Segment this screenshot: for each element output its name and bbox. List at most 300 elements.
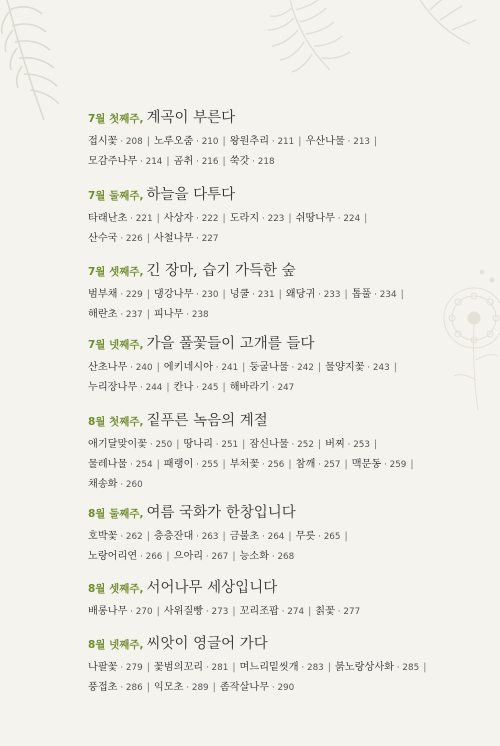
section-theme: 하늘을 다투다 bbox=[146, 187, 236, 203]
fern-leaf-decoration-icon bbox=[268, 0, 476, 72]
entry-name: 누리장나무 bbox=[88, 382, 138, 393]
toc-entry[interactable] bbox=[286, 289, 341, 300]
entry-page-number: 277 bbox=[343, 607, 361, 617]
toc-entry[interactable] bbox=[325, 439, 370, 450]
toc-entry[interactable] bbox=[88, 213, 153, 224]
entry-separator: | bbox=[232, 662, 236, 673]
entry-dot-separator: · bbox=[298, 663, 307, 673]
entry-page-number: 252 bbox=[297, 440, 314, 450]
entry-dot-separator: · bbox=[117, 137, 126, 147]
entry-name: 피나무 bbox=[153, 309, 184, 320]
entry-dot-separator: · bbox=[269, 383, 278, 393]
entry-dot-separator: · bbox=[212, 363, 222, 373]
entry-name: 익모초 bbox=[153, 682, 184, 693]
entry-separator: | bbox=[288, 213, 292, 224]
entry-name: 사위질빵 bbox=[163, 606, 204, 617]
entry-name: 채송화 bbox=[88, 479, 118, 490]
week-label: 7월 셋째주, bbox=[88, 266, 144, 278]
section-theme: 씨앗이 영글어 가다 bbox=[146, 636, 268, 652]
section-theme: 짙푸른 녹음의 계절 bbox=[146, 413, 268, 429]
entry-dot-separator: · bbox=[249, 290, 258, 300]
entry-separator: | bbox=[222, 136, 226, 147]
entry-name: 쉬땅나무 bbox=[295, 213, 335, 224]
entry-dot-separator: · bbox=[193, 532, 202, 542]
entry-page-number: 267 bbox=[211, 552, 229, 562]
entry-name: 무릇 bbox=[295, 531, 316, 542]
entry-line bbox=[88, 378, 468, 398]
toc-entry[interactable] bbox=[325, 362, 390, 373]
entry-dot-separator: · bbox=[183, 310, 192, 320]
entry-dot-separator: · bbox=[394, 663, 403, 673]
entry-line bbox=[88, 527, 468, 547]
entry-name: 쑥갓 bbox=[229, 156, 250, 167]
entry-name: 부처꽃 bbox=[229, 459, 260, 470]
entry-dot-separator: · bbox=[259, 532, 268, 542]
entry-name: 물양지꽃 bbox=[325, 362, 365, 373]
entry-page-number: 234 bbox=[379, 290, 397, 300]
toc-entry[interactable] bbox=[88, 662, 143, 673]
entry-dot-separator: · bbox=[183, 683, 192, 693]
section-title bbox=[88, 501, 468, 523]
entry-page-number: 268 bbox=[277, 552, 295, 562]
entry-list bbox=[88, 285, 468, 325]
entry-dot-separator: · bbox=[334, 607, 344, 617]
toc-entry[interactable] bbox=[164, 213, 219, 224]
toc-entry[interactable] bbox=[88, 439, 172, 450]
entry-separator: | bbox=[374, 136, 378, 147]
entry-dot-separator: · bbox=[269, 552, 278, 562]
week-label: 8월 셋째주, bbox=[88, 583, 144, 595]
entry-separator: | bbox=[278, 289, 282, 300]
entry-name: 잠신나물 bbox=[249, 439, 289, 450]
section-theme: 서어나무 세상입니다 bbox=[146, 580, 278, 596]
entry-name: 노루오줌 bbox=[153, 136, 194, 147]
entry-line bbox=[88, 229, 468, 249]
entry-page-number: 266 bbox=[145, 552, 163, 562]
entry-dot-separator: · bbox=[334, 214, 344, 224]
entry-dot-separator: · bbox=[315, 532, 324, 542]
entry-separator: | bbox=[222, 459, 226, 470]
toc-entry[interactable] bbox=[88, 309, 143, 320]
toc-section bbox=[88, 632, 468, 698]
toc-entry[interactable] bbox=[88, 682, 143, 693]
toc-entry[interactable] bbox=[230, 289, 275, 300]
entry-list bbox=[88, 527, 468, 567]
entry-line bbox=[88, 358, 468, 378]
entry-page-number: 211 bbox=[277, 137, 295, 147]
fern-leaf-decoration-icon bbox=[2, 0, 59, 120]
toc-entry[interactable] bbox=[240, 606, 305, 617]
entry-page-number: 221 bbox=[135, 214, 153, 224]
entry-separator: | bbox=[327, 662, 331, 673]
entry-list bbox=[88, 358, 468, 398]
toc-entry[interactable] bbox=[88, 531, 143, 542]
entry-name: 사철나무 bbox=[153, 233, 194, 244]
entry-line bbox=[88, 678, 468, 698]
entry-name: 도라지 bbox=[229, 213, 260, 224]
toc-entry[interactable] bbox=[315, 606, 360, 617]
toc-entry[interactable] bbox=[174, 382, 219, 393]
entry-line bbox=[88, 209, 468, 229]
toc-entry[interactable] bbox=[352, 289, 397, 300]
entry-list bbox=[88, 435, 468, 495]
entry-name: 노랑어리연 bbox=[88, 551, 138, 562]
entry-separator: | bbox=[222, 156, 226, 167]
entry-separator: | bbox=[146, 662, 150, 673]
entry-page-number: 283 bbox=[306, 663, 324, 673]
entry-page-number: 224 bbox=[343, 214, 361, 224]
entry-name: 톱풀 bbox=[351, 289, 372, 300]
entry-separator: | bbox=[423, 662, 427, 673]
entry-page-number: 218 bbox=[257, 157, 275, 167]
entry-name: 왕원추리 bbox=[229, 136, 270, 147]
entry-line bbox=[88, 475, 468, 495]
entry-name: 댕강나무 bbox=[153, 289, 194, 300]
toc-entry[interactable] bbox=[305, 136, 370, 147]
entry-page-number: 238 bbox=[191, 310, 209, 320]
entry-dot-separator: · bbox=[203, 552, 212, 562]
entry-separator: | bbox=[232, 606, 236, 617]
entry-page-number: 250 bbox=[155, 440, 173, 450]
entry-separator: | bbox=[344, 289, 348, 300]
section-title bbox=[88, 576, 468, 598]
entry-dot-separator: · bbox=[193, 234, 202, 244]
entry-list bbox=[88, 658, 468, 698]
entry-line bbox=[88, 285, 468, 305]
entry-name: 꽃범의꼬리 bbox=[153, 662, 204, 673]
entry-name: 모감주나무 bbox=[88, 156, 138, 167]
entry-separator: | bbox=[146, 682, 150, 693]
week-label: 7월 넷째주, bbox=[88, 339, 144, 351]
entry-dot-separator: · bbox=[288, 363, 298, 373]
toc-entry[interactable] bbox=[249, 439, 314, 450]
toc-entry[interactable] bbox=[154, 309, 209, 320]
entry-separator: | bbox=[222, 531, 226, 542]
entry-separator: | bbox=[146, 531, 150, 542]
entry-name: 금불초 bbox=[229, 531, 260, 542]
section-title bbox=[88, 409, 468, 431]
entry-separator: | bbox=[288, 459, 292, 470]
entry-page-number: 208 bbox=[125, 137, 143, 147]
entry-separator: | bbox=[166, 551, 170, 562]
toc-entry[interactable] bbox=[88, 156, 162, 167]
entry-name: 풍접초 bbox=[88, 682, 118, 693]
entry-page-number: 242 bbox=[297, 363, 314, 373]
entry-separator: | bbox=[410, 459, 414, 470]
entry-separator: | bbox=[176, 439, 180, 450]
entry-name: 우산나물 bbox=[305, 136, 345, 147]
entry-dot-separator: · bbox=[259, 460, 268, 470]
entry-name: 배롱나무 bbox=[88, 606, 128, 617]
entry-page-number: 251 bbox=[221, 440, 239, 450]
entry-name: 칸나 bbox=[173, 382, 194, 393]
toc-entry[interactable] bbox=[230, 531, 285, 542]
entry-line bbox=[88, 152, 468, 172]
entry-separator: | bbox=[212, 682, 216, 693]
toc-entry[interactable] bbox=[174, 551, 229, 562]
entry-page-number: 247 bbox=[277, 383, 295, 393]
entry-dot-separator: · bbox=[371, 290, 380, 300]
entry-page-number: 264 bbox=[267, 532, 285, 542]
entry-separator: | bbox=[393, 362, 397, 373]
entry-page-number: 214 bbox=[145, 157, 163, 167]
toc-entry[interactable] bbox=[88, 289, 143, 300]
toc-entry[interactable] bbox=[220, 682, 294, 693]
toc-entry[interactable] bbox=[230, 136, 295, 147]
entry-page-number: 210 bbox=[201, 137, 219, 147]
entry-page-number: 226 bbox=[125, 234, 143, 244]
entry-separator: | bbox=[146, 289, 150, 300]
toc-entry[interactable] bbox=[230, 156, 275, 167]
entry-page-number: 262 bbox=[125, 532, 143, 542]
entry-separator: | bbox=[317, 439, 322, 450]
entry-dot-separator: · bbox=[137, 383, 146, 393]
toc-section bbox=[88, 106, 468, 172]
entry-dot-separator: · bbox=[193, 214, 202, 224]
section-theme: 긴 장마, 습기 가득한 숲 bbox=[146, 263, 296, 279]
toc-entry[interactable] bbox=[88, 233, 143, 244]
entry-dot-separator: · bbox=[269, 137, 278, 147]
toc-entry[interactable] bbox=[88, 136, 143, 147]
section-title bbox=[88, 183, 468, 205]
section-title bbox=[88, 259, 468, 281]
entry-page-number: 259 bbox=[389, 460, 407, 470]
toc-entry[interactable] bbox=[154, 136, 219, 147]
entry-list bbox=[88, 132, 468, 172]
toc-entry[interactable] bbox=[230, 459, 285, 470]
entry-page-number: 289 bbox=[191, 683, 209, 693]
entry-dot-separator: · bbox=[364, 363, 373, 373]
entry-line bbox=[88, 132, 468, 152]
toc-section bbox=[88, 183, 468, 249]
toc-entry[interactable] bbox=[154, 289, 219, 300]
entry-dot-separator: · bbox=[203, 663, 212, 673]
entry-name: 왜당귀 bbox=[285, 289, 316, 300]
toc-entry[interactable] bbox=[154, 682, 209, 693]
entry-dot-separator: · bbox=[193, 383, 202, 393]
entry-name: 버찌 bbox=[325, 439, 345, 450]
entry-name: 애기달맞이꽃 bbox=[88, 439, 148, 450]
entry-page-number: 270 bbox=[135, 607, 153, 617]
entry-name: 땅나리 bbox=[183, 439, 213, 450]
toc-section bbox=[88, 501, 468, 567]
entry-line bbox=[88, 547, 468, 567]
entry-dot-separator: · bbox=[117, 480, 126, 490]
toc-entry[interactable] bbox=[296, 213, 361, 224]
entry-dot-separator: · bbox=[193, 290, 202, 300]
entry-page-number: 263 bbox=[201, 532, 219, 542]
entry-dot-separator: · bbox=[344, 137, 354, 147]
entry-dot-separator: · bbox=[127, 607, 136, 617]
entry-name: 으아리 bbox=[173, 551, 204, 562]
entry-name: 둥굴나물 bbox=[249, 362, 289, 373]
entry-page-number: 279 bbox=[125, 663, 143, 673]
week-label: 8월 첫째주, bbox=[88, 416, 144, 428]
entry-separator: | bbox=[317, 362, 322, 373]
toc-entry[interactable] bbox=[296, 531, 341, 542]
entry-dot-separator: · bbox=[259, 214, 268, 224]
toc-entry[interactable] bbox=[335, 662, 419, 673]
entry-separator: | bbox=[146, 136, 150, 147]
entry-page-number: 281 bbox=[211, 663, 229, 673]
entry-name: 맥문동 bbox=[351, 459, 382, 470]
entry-separator: | bbox=[288, 531, 292, 542]
entry-page-number: 285 bbox=[402, 663, 420, 673]
entry-page-number: 227 bbox=[201, 234, 219, 244]
entry-page-number: 290 bbox=[277, 683, 295, 693]
toc-entry[interactable] bbox=[154, 233, 219, 244]
section-title bbox=[88, 106, 468, 128]
entry-dot-separator: · bbox=[212, 440, 222, 450]
entry-separator: | bbox=[242, 439, 246, 450]
entry-dot-separator: · bbox=[315, 460, 324, 470]
entry-dot-separator: · bbox=[117, 663, 126, 673]
entry-page-number: 243 bbox=[372, 363, 390, 373]
entry-separator: | bbox=[166, 156, 170, 167]
entry-separator: | bbox=[222, 382, 226, 393]
entry-dot-separator: · bbox=[117, 310, 126, 320]
week-label: 7월 둘째주, bbox=[88, 190, 144, 202]
entry-line bbox=[88, 435, 468, 455]
toc-section bbox=[88, 332, 468, 398]
entry-dot-separator: · bbox=[344, 440, 354, 450]
toc-section bbox=[88, 259, 468, 325]
toc-entry[interactable] bbox=[88, 606, 153, 617]
toc-entry[interactable] bbox=[154, 531, 219, 542]
entry-dot-separator: · bbox=[203, 607, 212, 617]
entry-name: 좀작살나무 bbox=[219, 682, 270, 693]
entry-separator: | bbox=[156, 606, 160, 617]
toc-entry[interactable] bbox=[230, 382, 295, 393]
entry-separator: | bbox=[146, 233, 150, 244]
toc-entry[interactable] bbox=[352, 459, 407, 470]
entry-page-number: 222 bbox=[201, 214, 219, 224]
toc-entry[interactable] bbox=[164, 459, 219, 470]
section-theme: 가을 풀꽃들이 고개를 들다 bbox=[146, 336, 315, 352]
entry-separator: | bbox=[374, 439, 378, 450]
entry-dot-separator: · bbox=[117, 683, 126, 693]
entry-dot-separator: · bbox=[117, 532, 126, 542]
toc-section bbox=[88, 409, 468, 495]
entry-line bbox=[88, 455, 468, 475]
entry-page-number: 255 bbox=[201, 460, 219, 470]
entry-dot-separator: · bbox=[381, 460, 390, 470]
entry-page-number: 223 bbox=[267, 214, 285, 224]
entry-name: 해란초 bbox=[88, 309, 118, 320]
entry-name: 해바라기 bbox=[229, 382, 270, 393]
week-label: 7월 첫째주, bbox=[88, 113, 144, 125]
toc-entry[interactable] bbox=[88, 382, 162, 393]
entry-name: 참깨 bbox=[295, 459, 316, 470]
entry-page-number: 273 bbox=[211, 607, 229, 617]
entry-page-number: 216 bbox=[201, 157, 219, 167]
entry-page-number: 257 bbox=[323, 460, 341, 470]
entry-separator: | bbox=[242, 362, 246, 373]
entry-separator: | bbox=[156, 213, 160, 224]
entry-list bbox=[88, 602, 468, 622]
entry-separator: | bbox=[298, 136, 302, 147]
entry-page-number: 213 bbox=[353, 137, 371, 147]
entry-name: 범부채 bbox=[88, 289, 118, 300]
entry-page-number: 286 bbox=[125, 683, 143, 693]
entry-name: 호박꽃 bbox=[88, 531, 118, 542]
toc-entry[interactable] bbox=[88, 479, 143, 490]
entry-dot-separator: · bbox=[127, 460, 136, 470]
toc-entry[interactable] bbox=[174, 156, 219, 167]
entry-separator: | bbox=[222, 213, 226, 224]
section-title bbox=[88, 332, 468, 354]
entry-dot-separator: · bbox=[137, 157, 146, 167]
entry-name: 산초나무 bbox=[88, 362, 128, 373]
entry-dot-separator: · bbox=[127, 214, 136, 224]
toc-entry[interactable] bbox=[88, 362, 153, 373]
entry-name: 사상자 bbox=[163, 213, 194, 224]
toc-entry[interactable] bbox=[230, 213, 285, 224]
entry-page-number: 265 bbox=[323, 532, 341, 542]
entry-list bbox=[88, 209, 468, 249]
entry-dot-separator: · bbox=[117, 234, 126, 244]
entry-name: 칡꽃 bbox=[315, 606, 335, 617]
section-theme: 계곡이 부른다 bbox=[146, 110, 236, 126]
entry-dot-separator: · bbox=[117, 290, 126, 300]
toc-entry[interactable] bbox=[240, 551, 295, 562]
entry-dot-separator: · bbox=[278, 607, 288, 617]
entry-name: 패랭이 bbox=[163, 459, 194, 470]
entry-name: 층층잔대 bbox=[153, 531, 194, 542]
entry-name: 타래난초 bbox=[88, 213, 128, 224]
entry-separator: | bbox=[166, 382, 170, 393]
entry-separator: | bbox=[156, 459, 160, 470]
entry-page-number: 240 bbox=[135, 363, 153, 373]
entry-name: 산수국 bbox=[88, 233, 118, 244]
entry-name: 붉노랑상사화 bbox=[334, 662, 395, 673]
toc-entry[interactable] bbox=[240, 662, 324, 673]
entry-name: 나팔꽃 bbox=[88, 662, 118, 673]
entry-separator: | bbox=[400, 289, 404, 300]
entry-separator: | bbox=[222, 289, 226, 300]
toc-entry[interactable] bbox=[164, 362, 238, 373]
toc-entry[interactable] bbox=[88, 459, 153, 470]
toc-entry[interactable] bbox=[296, 459, 341, 470]
entry-name: 접시꽃 bbox=[88, 136, 118, 147]
toc-entry[interactable] bbox=[249, 362, 314, 373]
entry-page-number: 241 bbox=[221, 363, 239, 373]
entry-page-number: 245 bbox=[201, 383, 219, 393]
toc-entry[interactable] bbox=[88, 551, 162, 562]
entry-dot-separator: · bbox=[315, 290, 324, 300]
toc-entry[interactable] bbox=[183, 439, 238, 450]
entry-dot-separator: · bbox=[137, 552, 146, 562]
entry-separator: | bbox=[344, 459, 348, 470]
week-label: 8월 넷째주, bbox=[88, 639, 144, 651]
entry-name: 꼬리조팝 bbox=[239, 606, 279, 617]
entry-page-number: 253 bbox=[353, 440, 370, 450]
toc-entry[interactable] bbox=[154, 662, 228, 673]
entry-name: 능소화 bbox=[239, 551, 270, 562]
section-theme: 여름 국화가 한창입니다 bbox=[146, 505, 296, 521]
entry-dot-separator: · bbox=[193, 137, 202, 147]
entry-page-number: 256 bbox=[267, 460, 285, 470]
entry-dot-separator: · bbox=[193, 460, 202, 470]
toc-entry[interactable] bbox=[164, 606, 229, 617]
entry-separator: | bbox=[232, 551, 236, 562]
week-label: 8월 둘째주, bbox=[88, 508, 144, 520]
entry-page-number: 244 bbox=[145, 383, 163, 393]
entry-line bbox=[88, 658, 468, 678]
entry-name: 곰취 bbox=[173, 156, 194, 167]
entry-dot-separator: · bbox=[269, 683, 278, 693]
entry-page-number: 260 bbox=[125, 480, 143, 490]
